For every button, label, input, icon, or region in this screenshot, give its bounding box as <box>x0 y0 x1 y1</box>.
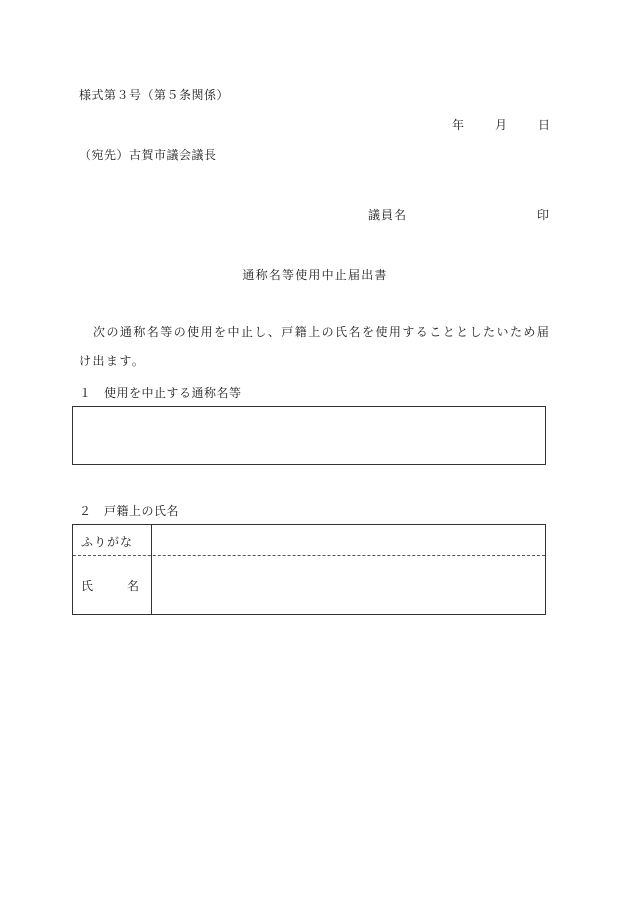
section2-heading: ２ 戸籍上の氏名 <box>79 504 180 518</box>
alias-input-box[interactable] <box>72 406 546 465</box>
registered-name-table <box>72 524 546 615</box>
form-number: 様式第３号（第５条関係） <box>79 88 230 102</box>
table-column-divider <box>151 525 152 614</box>
document-title: 通称名等使用中止届出書 <box>242 268 388 282</box>
name-label-char-1: 氏 <box>81 579 94 593</box>
body-text: 次の通称名等の使用を中止し、戸籍上の氏名を使用することとしたいため届け出ます。 <box>79 325 551 368</box>
date-month-label: 月 <box>494 118 507 132</box>
date-line <box>452 116 550 133</box>
furigana-label: ふりがな <box>81 535 134 549</box>
date-day-label: 日 <box>537 118 550 132</box>
addressee: （宛先）古賀市議会議長 <box>79 148 217 162</box>
member-name-label: 議員名 <box>368 208 408 222</box>
seal-mark: 印 <box>537 208 550 222</box>
name-label-char-2: 名 <box>126 579 139 593</box>
table-row-divider <box>73 555 545 556</box>
name-label <box>81 577 139 594</box>
section1-heading: １ 使用を中止する通称名等 <box>79 386 242 400</box>
date-year-label: 年 <box>452 118 465 132</box>
